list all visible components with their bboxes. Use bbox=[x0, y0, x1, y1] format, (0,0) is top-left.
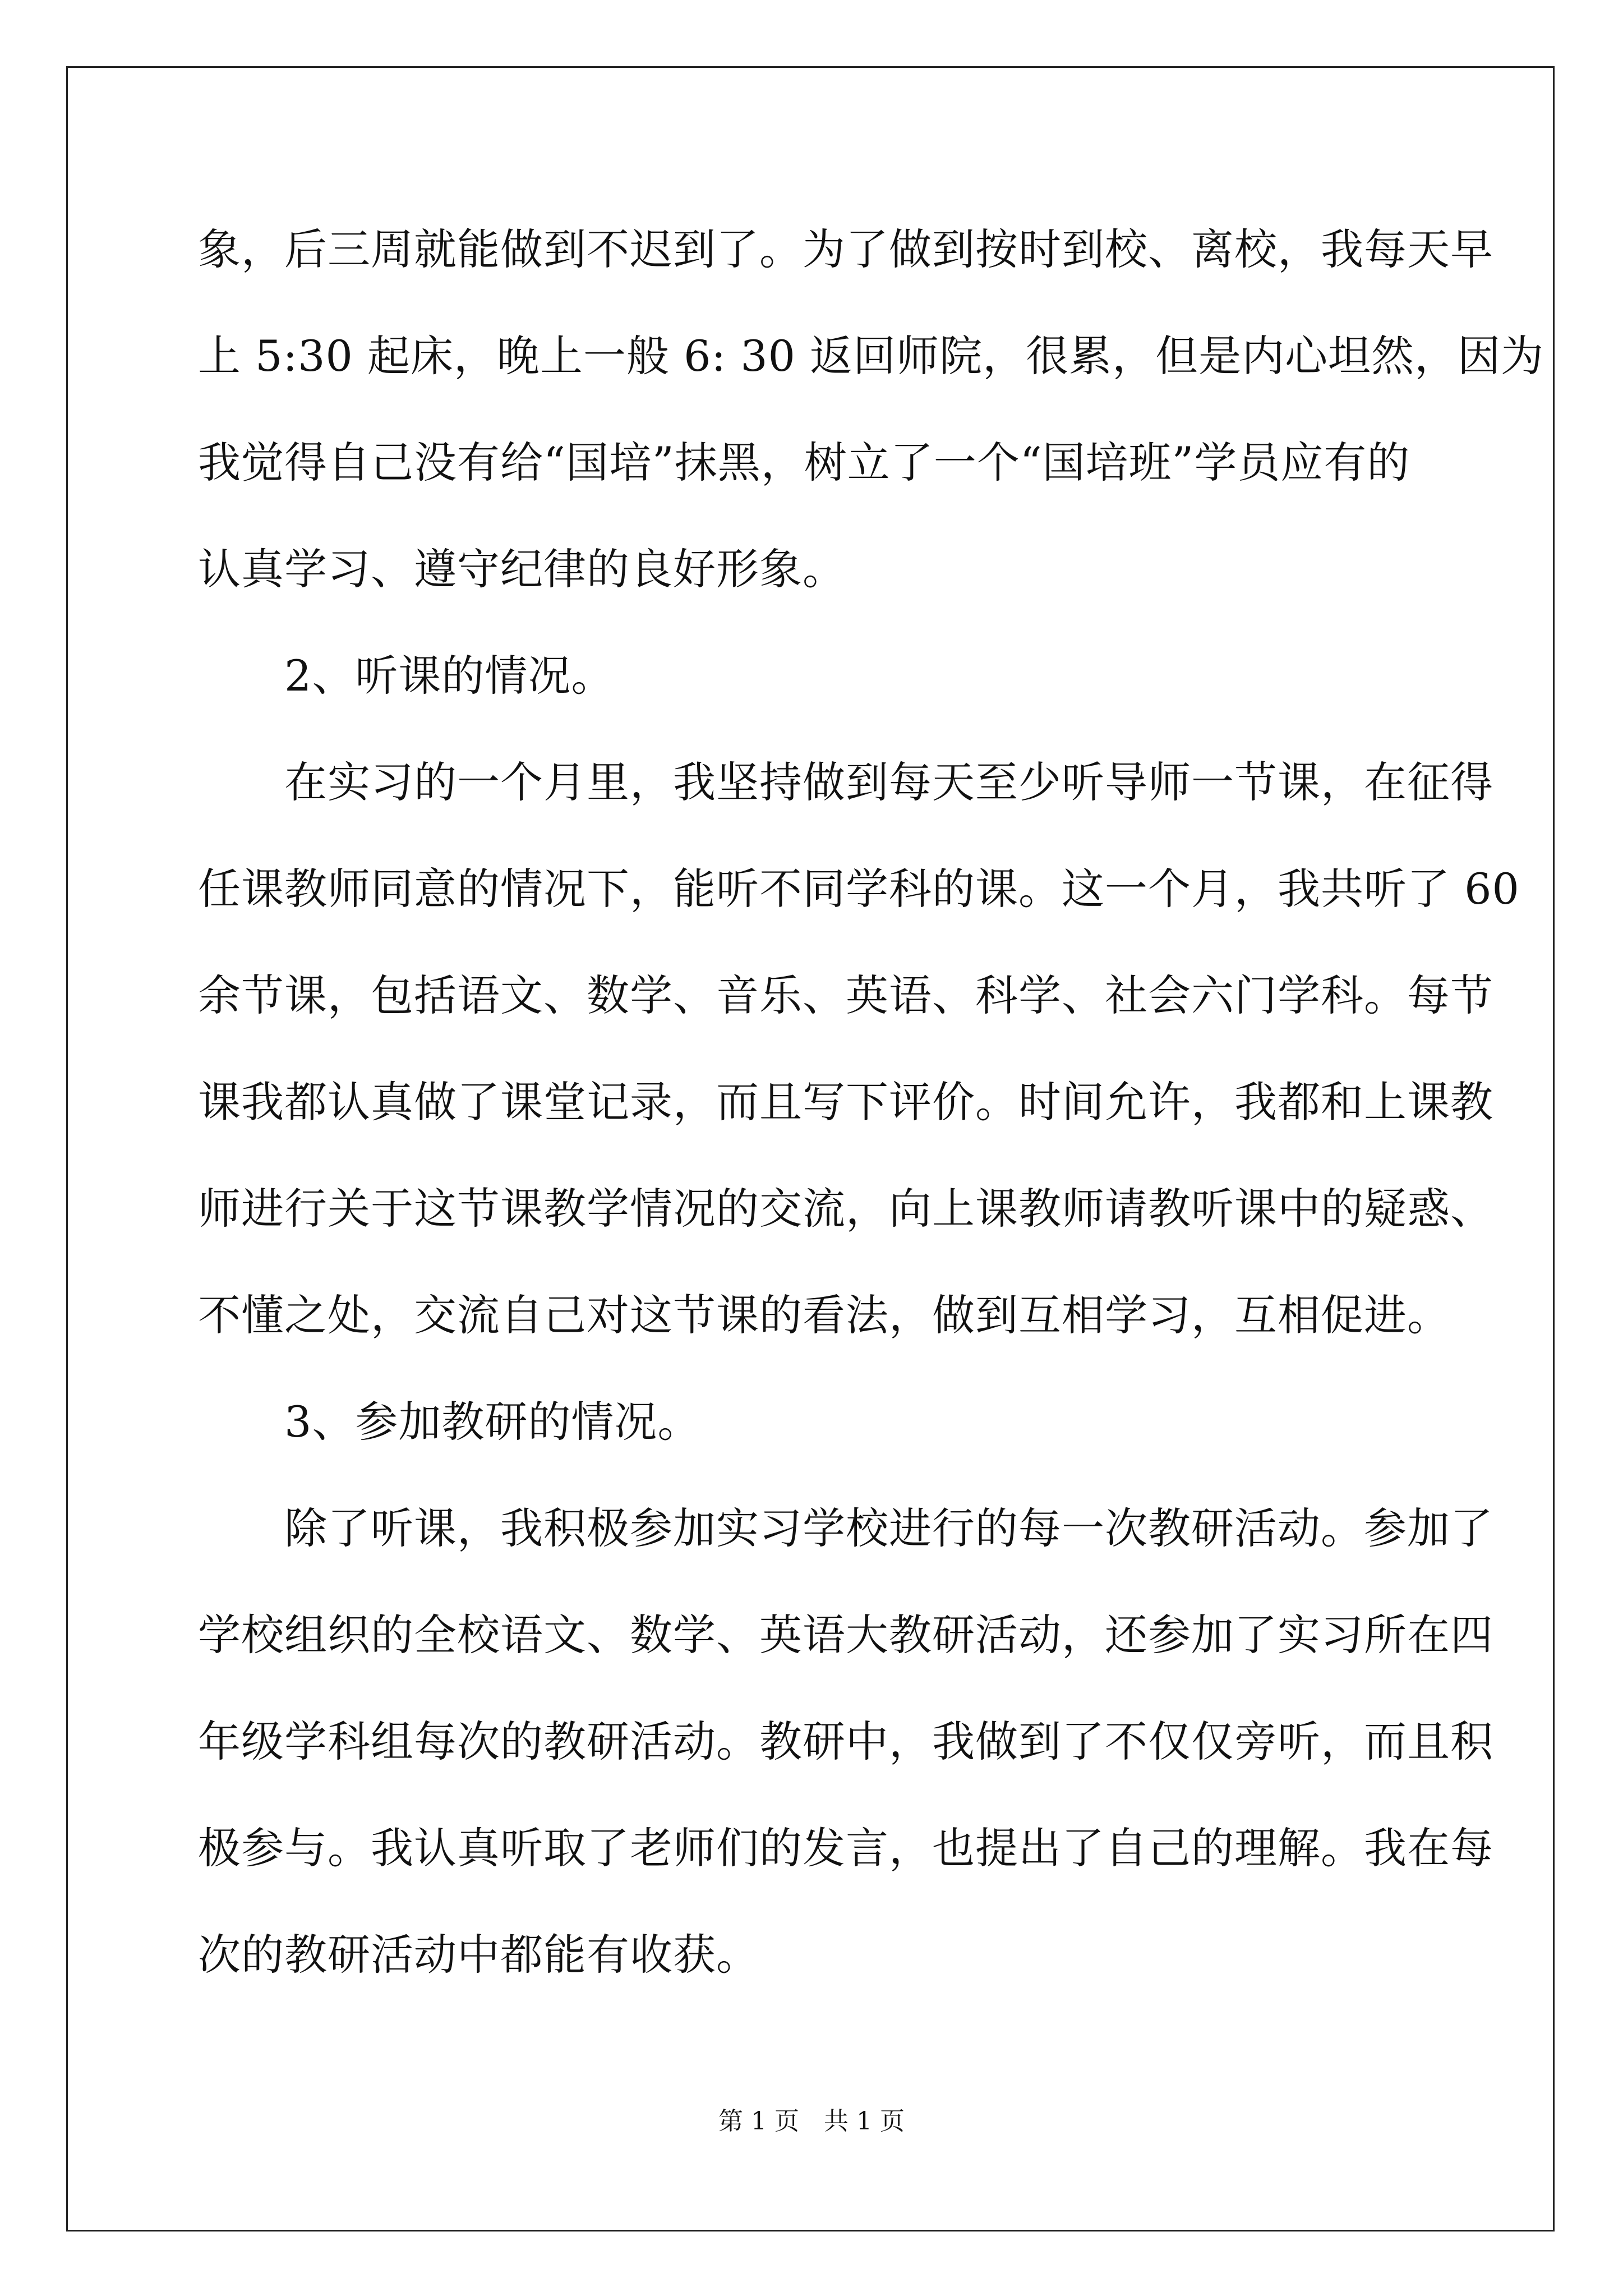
text-line: 上 5:30 起床，晚上一般 6: 30 返回师院，很累，但是内心坦然，因为 bbox=[198, 331, 1544, 381]
text-line: 认真学习、遵守纪律的良好形象。 bbox=[198, 544, 846, 594]
text-line: 年级学科组每次的教研活动。教研中，我做到了不仅仅旁听，而且积 bbox=[198, 1717, 1493, 1766]
text-line: 我觉得自己没有给“国培”抹黑，树立了一个“国培班”学员应有的 bbox=[198, 438, 1410, 487]
section-heading: 3、参加教研的情况。 bbox=[198, 1397, 701, 1447]
text-line: 余节课，包括语文、数学、音乐、英语、科学、社会六门学科。每节 bbox=[198, 970, 1493, 1020]
text-line: 师进行关于这节课教学情况的交流，向上课教师请教听课中的疑惑、 bbox=[198, 1184, 1493, 1234]
text-line: 不懂之处，交流自己对这节课的看法，做到互相学习，互相促进。 bbox=[198, 1290, 1450, 1340]
text-line: 除了听课，我积极参加实习学校进行的每一次教研活动。参加了 bbox=[198, 1503, 1493, 1553]
text-line: 课我都认真做了课堂记录，而且写下评价。时间允许，我都和上课教 bbox=[198, 1077, 1493, 1127]
page-number-footer: 第 1 页 共 1 页 bbox=[718, 2107, 905, 2136]
section-heading: 2、听课的情况。 bbox=[198, 651, 615, 701]
text-line: 次的教研活动中都能有收获。 bbox=[198, 1930, 759, 1980]
text-line: 象，后三周就能做到不迟到了。为了做到按时到校、离校，我每天早 bbox=[198, 224, 1493, 274]
text-line: 极参与。我认真听取了老师们的发言，也提出了自己的理解。我在每 bbox=[198, 1823, 1493, 1873]
text-line: 学校组织的全校语文、数学、英语大教研活动，还参加了实习所在四 bbox=[198, 1610, 1493, 1660]
page-border bbox=[66, 66, 1555, 2231]
text-line: 在实习的一个月里，我坚持做到每天至少听导师一节课，在征得 bbox=[198, 757, 1493, 807]
text-line: 任课教师同意的情况下，能听不同学科的课。这一个月，我共听了 60 bbox=[198, 864, 1520, 914]
